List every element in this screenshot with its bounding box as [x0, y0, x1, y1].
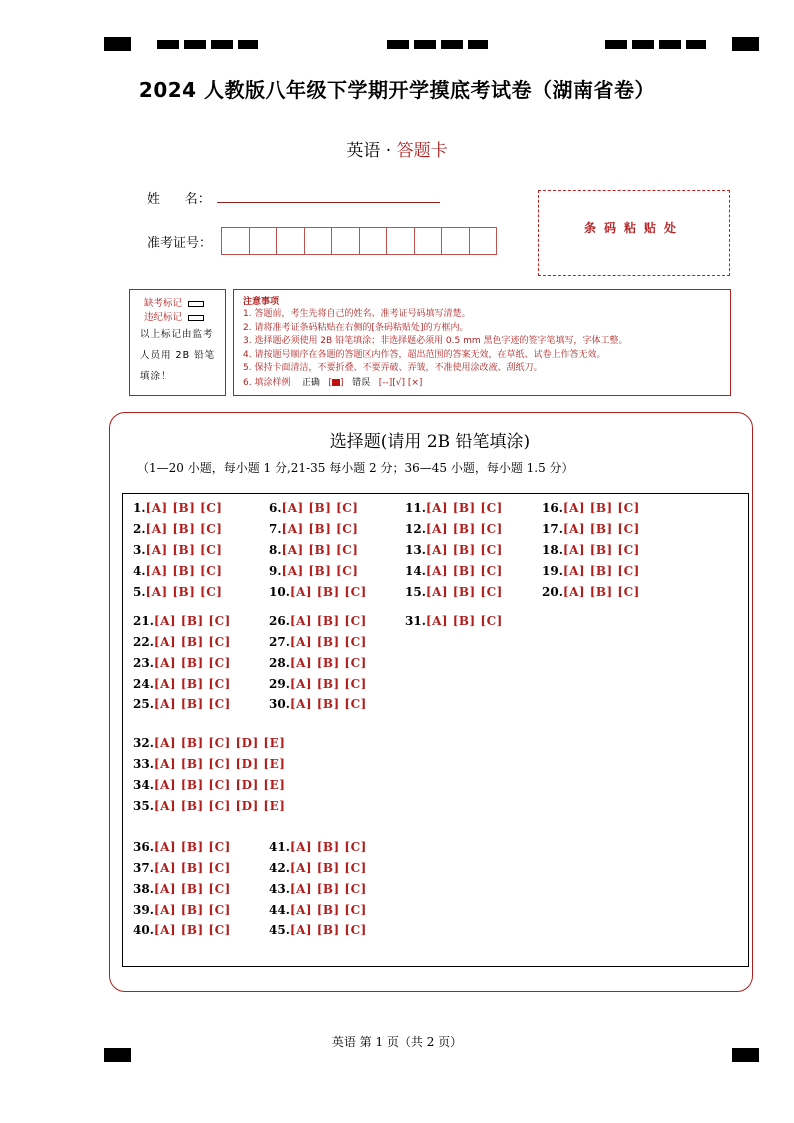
question-number: 1.	[133, 501, 146, 515]
answer-options[interactable]: [A] [B] [C]	[289, 840, 367, 854]
answer-item	[133, 923, 231, 937]
question-number: 22.	[133, 635, 154, 649]
answer-options[interactable]: [A] [B] [C]	[145, 585, 223, 599]
question-number: 14.	[405, 564, 426, 578]
page-footer: 英语 第 1 页（共 2 页）	[331, 1035, 463, 1049]
card-subtitle	[0, 136, 794, 161]
id-digit-box[interactable]	[249, 227, 278, 255]
answer-item	[269, 543, 358, 557]
answer-item	[405, 501, 503, 515]
question-number: 5.	[133, 585, 146, 599]
answer-item	[405, 614, 503, 628]
answer-item	[133, 522, 222, 536]
answer-item	[405, 564, 503, 578]
answer-options[interactable]: [A] [B] [C]	[145, 501, 223, 515]
answer-options[interactable]: [A] [B] [C]	[425, 501, 503, 515]
answer-options[interactable]: [A] [B] [C]	[153, 923, 231, 937]
answer-options[interactable]: [A] [B] [C]	[153, 635, 231, 649]
card-label: 答题卡	[396, 141, 448, 161]
answer-options[interactable]: [A] [B] [C]	[289, 923, 367, 937]
question-number: 39.	[133, 903, 154, 917]
answer-options[interactable]: [A] [B] [C]	[281, 522, 359, 536]
answer-options[interactable]: [A] [B] [C]	[425, 522, 503, 536]
marking-box	[129, 289, 226, 396]
answer-options[interactable]: [A] [B] [C]	[289, 697, 367, 711]
question-number: 16.	[542, 501, 563, 515]
wrong-label: 错误	[352, 377, 371, 388]
violation-checkbox[interactable]	[188, 315, 204, 321]
answer-options[interactable]: [A] [B] [C]	[153, 882, 231, 896]
absent-checkbox[interactable]	[188, 301, 204, 307]
instructions-box	[233, 289, 731, 396]
name-label: 姓 名：	[147, 192, 211, 207]
answer-item	[269, 614, 367, 628]
question-number: 15.	[405, 585, 426, 599]
answer-item	[542, 522, 640, 536]
answer-item	[269, 501, 358, 515]
answer-options[interactable]: [A] [B] [C]	[425, 614, 503, 628]
question-number: 37.	[133, 861, 154, 875]
answer-item	[133, 840, 231, 854]
registration-mark	[414, 40, 436, 49]
answer-item	[269, 564, 358, 578]
answer-options[interactable]: [A] [B] [C]	[289, 656, 367, 670]
question-number: 42.	[269, 861, 290, 875]
fill-sample-line: 6. 填涂样例 正确 [ ] 错误 [--][√] [×]	[243, 377, 423, 388]
answer-item	[133, 564, 222, 578]
correct-sample-mark	[332, 379, 340, 386]
answer-options[interactable]: [A] [B] [C]	[289, 585, 367, 599]
registration-mark	[238, 40, 258, 49]
answer-item	[133, 614, 231, 628]
answer-options[interactable]: [A] [B] [C]	[562, 585, 640, 599]
question-number: 40.	[133, 923, 154, 937]
id-digit-box[interactable]	[221, 227, 250, 255]
question-number: 28.	[269, 656, 290, 670]
registration-mark	[104, 37, 131, 51]
answer-item	[269, 903, 367, 917]
registration-mark	[441, 40, 463, 49]
answer-item	[269, 585, 367, 599]
answer-item	[405, 522, 503, 536]
registration-mark	[732, 37, 759, 51]
registration-mark	[387, 40, 409, 49]
section-description: （1—20 小题，每小题 1 分,21-35 每小题 2 分；36—45 小题，每小题 1.5 分）	[137, 461, 574, 475]
barcode-area	[538, 190, 730, 276]
answer-item	[269, 923, 367, 937]
id-digit-box[interactable]	[469, 227, 498, 255]
answer-options[interactable]: [A] [B] [C]	[562, 543, 640, 557]
question-number: 33.	[133, 757, 154, 771]
fill-sample-label: 6. 填涂样例	[243, 377, 291, 388]
answer-item	[269, 656, 367, 670]
violation-label: 违纪标记	[144, 312, 183, 323]
wrong-sample-marks: [--][√] [×]	[378, 377, 423, 388]
question-number: 2.	[133, 522, 146, 536]
answer-options[interactable]: [A] [B] [C] [D] [E]	[153, 778, 286, 792]
barcode-label: 条码粘贴处	[583, 221, 684, 235]
question-number: 24.	[133, 677, 154, 691]
answer-item	[133, 882, 231, 896]
answer-item	[133, 697, 231, 711]
instruction-line: 1. 答题前，考生先将自己的姓名、准考证号码填写清楚。	[243, 309, 471, 319]
answer-options[interactable]: [A] [B] [C]	[145, 543, 223, 557]
answer-options[interactable]: [A] [B] [C]	[153, 677, 231, 691]
answer-item	[269, 882, 367, 896]
question-number: 25.	[133, 697, 154, 711]
answer-options[interactable]: [A] [B] [C]	[281, 501, 359, 515]
answer-options[interactable]: [A] [B] [C] [D] [E]	[153, 757, 286, 771]
answer-options[interactable]: [A] [B] [C] [D] [E]	[153, 736, 286, 750]
answer-item	[269, 697, 367, 711]
answer-options[interactable]: [A] [B] [C]	[289, 882, 367, 896]
question-number: 41.	[269, 840, 290, 854]
question-number: 4.	[133, 564, 146, 578]
instruction-line: 4. 请按题号顺序在各题的答题区内作答，超出范围的答案无效，在草纸、试卷上作答无效。	[243, 349, 606, 360]
question-number: 13.	[405, 543, 426, 557]
answer-item	[542, 543, 640, 557]
answer-options[interactable]: [A] [B] [C] [D] [E]	[153, 799, 286, 813]
question-number: 23.	[133, 656, 154, 670]
question-number: 29.	[269, 677, 290, 691]
instruction-line: 5. 保持卡面清洁，不要折叠、不要弄破、弄皱，不准使用涂改液、刮纸刀。	[243, 363, 543, 373]
answer-item	[133, 736, 285, 750]
answer-options[interactable]: [A] [B] [C]	[289, 861, 367, 875]
answer-item	[269, 840, 367, 854]
answer-options[interactable]: [A] [B] [C]	[289, 614, 367, 628]
question-number: 6.	[269, 501, 282, 515]
id-digit-box[interactable]	[331, 227, 360, 255]
answer-options[interactable]: [A] [B] [C]	[562, 522, 640, 536]
registration-mark	[104, 1048, 131, 1062]
answer-item	[405, 585, 503, 599]
answer-item	[269, 677, 367, 691]
id-digit-box[interactable]	[386, 227, 415, 255]
registration-mark	[468, 40, 488, 49]
question-number: 17.	[542, 522, 563, 536]
id-digit-box[interactable]	[276, 227, 305, 255]
question-number: 3.	[133, 543, 146, 557]
question-number: 36.	[133, 840, 154, 854]
answer-item	[269, 635, 367, 649]
answer-item	[269, 861, 367, 875]
registration-mark	[157, 40, 179, 49]
subject-label: 英语	[346, 141, 381, 161]
instruction-line: 3. 选择题必须使用 2B 铅笔填涂；非选择题必须用 0.5 mm 黑色字迹的签字笔填写，字体工整。	[243, 336, 628, 346]
registration-mark	[211, 40, 233, 49]
id-number-boxes[interactable]	[222, 227, 497, 255]
question-number: 45.	[269, 923, 290, 937]
question-number: 31.	[405, 614, 426, 628]
id-digit-box[interactable]	[414, 227, 443, 255]
answer-item	[542, 501, 640, 515]
question-number: 18.	[542, 543, 563, 557]
name-field[interactable]	[217, 202, 440, 203]
answer-item	[133, 635, 231, 649]
answer-options[interactable]: [A] [B] [C]	[289, 677, 367, 691]
answer-item	[133, 543, 222, 557]
id-label: 准考证号：	[147, 236, 213, 251]
answer-options[interactable]: [A] [B] [C]	[562, 501, 640, 515]
answer-item	[133, 677, 231, 691]
answer-item	[133, 656, 231, 670]
registration-mark	[632, 40, 654, 49]
answer-item	[133, 778, 285, 792]
answer-item	[405, 543, 503, 557]
answer-options[interactable]: [A] [B] [C]	[153, 656, 231, 670]
question-number: 20.	[542, 585, 563, 599]
mark-note: 以上标记由监考人员用 2B 铅笔填涂！	[140, 329, 216, 382]
registration-mark	[686, 40, 706, 49]
registration-mark	[184, 40, 206, 49]
answer-item	[133, 903, 231, 917]
registration-mark	[732, 1048, 759, 1062]
id-digit-box[interactable]	[441, 227, 470, 255]
question-number: 27.	[269, 635, 290, 649]
question-number: 21.	[133, 614, 154, 628]
registration-mark	[605, 40, 627, 49]
answer-options[interactable]: [A] [B] [C]	[281, 564, 359, 578]
registration-mark	[659, 40, 681, 49]
subtitle-dot: ·	[385, 141, 392, 161]
answer-options[interactable]: [A] [B] [C]	[153, 840, 231, 854]
answer-options[interactable]: [A] [B] [C]	[425, 585, 503, 599]
question-number: 7.	[269, 522, 282, 536]
absent-label: 缺考标记	[144, 298, 183, 309]
answer-options[interactable]: [A] [B] [C]	[289, 635, 367, 649]
question-number: 44.	[269, 903, 290, 917]
answer-item	[133, 861, 231, 875]
answer-options[interactable]: [A] [B] [C]	[425, 543, 503, 557]
answer-options[interactable]: [A] [B] [C]	[562, 564, 640, 578]
question-number: 9.	[269, 564, 282, 578]
correct-label: 正确	[301, 377, 320, 388]
instructions-title: 注意事项	[243, 297, 280, 307]
question-number: 19.	[542, 564, 563, 578]
answer-options[interactable]: [A] [B] [C]	[425, 564, 503, 578]
answer-item	[133, 757, 285, 771]
answer-options[interactable]: [A] [B] [C]	[289, 903, 367, 917]
answer-item	[542, 585, 640, 599]
answer-options[interactable]: [A] [B] [C]	[145, 522, 223, 536]
question-number: 30.	[269, 697, 290, 711]
answer-item	[542, 564, 640, 578]
answer-options[interactable]: [A] [B] [C]	[153, 861, 231, 875]
question-number: 35.	[133, 799, 154, 813]
answer-options[interactable]: [A] [B] [C]	[281, 543, 359, 557]
instruction-line: 2. 请将准考证条码粘贴在右侧的[条码粘贴处]的方框内。	[243, 322, 469, 333]
answer-item	[133, 501, 222, 515]
answer-options[interactable]: [A] [B] [C]	[153, 614, 231, 628]
question-number: 11.	[405, 501, 426, 515]
answer-item	[133, 799, 285, 813]
question-number: 12.	[405, 522, 426, 536]
answer-options[interactable]: [A] [B] [C]	[153, 903, 231, 917]
question-number: 26.	[269, 614, 290, 628]
answer-options[interactable]: [A] [B] [C]	[145, 564, 223, 578]
answer-item	[269, 522, 358, 536]
question-number: 10.	[269, 585, 290, 599]
question-number: 43.	[269, 882, 290, 896]
section-title: 选择题(请用 2B 铅笔填涂)	[329, 432, 531, 452]
question-number: 38.	[133, 882, 154, 896]
question-number: 32.	[133, 736, 154, 750]
page-title: 2024 人教版八年级下学期开学摸底考试卷（湖南省卷）	[138, 78, 656, 102]
id-digit-box[interactable]	[304, 227, 333, 255]
question-number: 34.	[133, 778, 154, 792]
answer-options[interactable]: [A] [B] [C]	[153, 697, 231, 711]
question-number: 8.	[269, 543, 282, 557]
answer-item	[133, 585, 222, 599]
id-digit-box[interactable]	[359, 227, 388, 255]
